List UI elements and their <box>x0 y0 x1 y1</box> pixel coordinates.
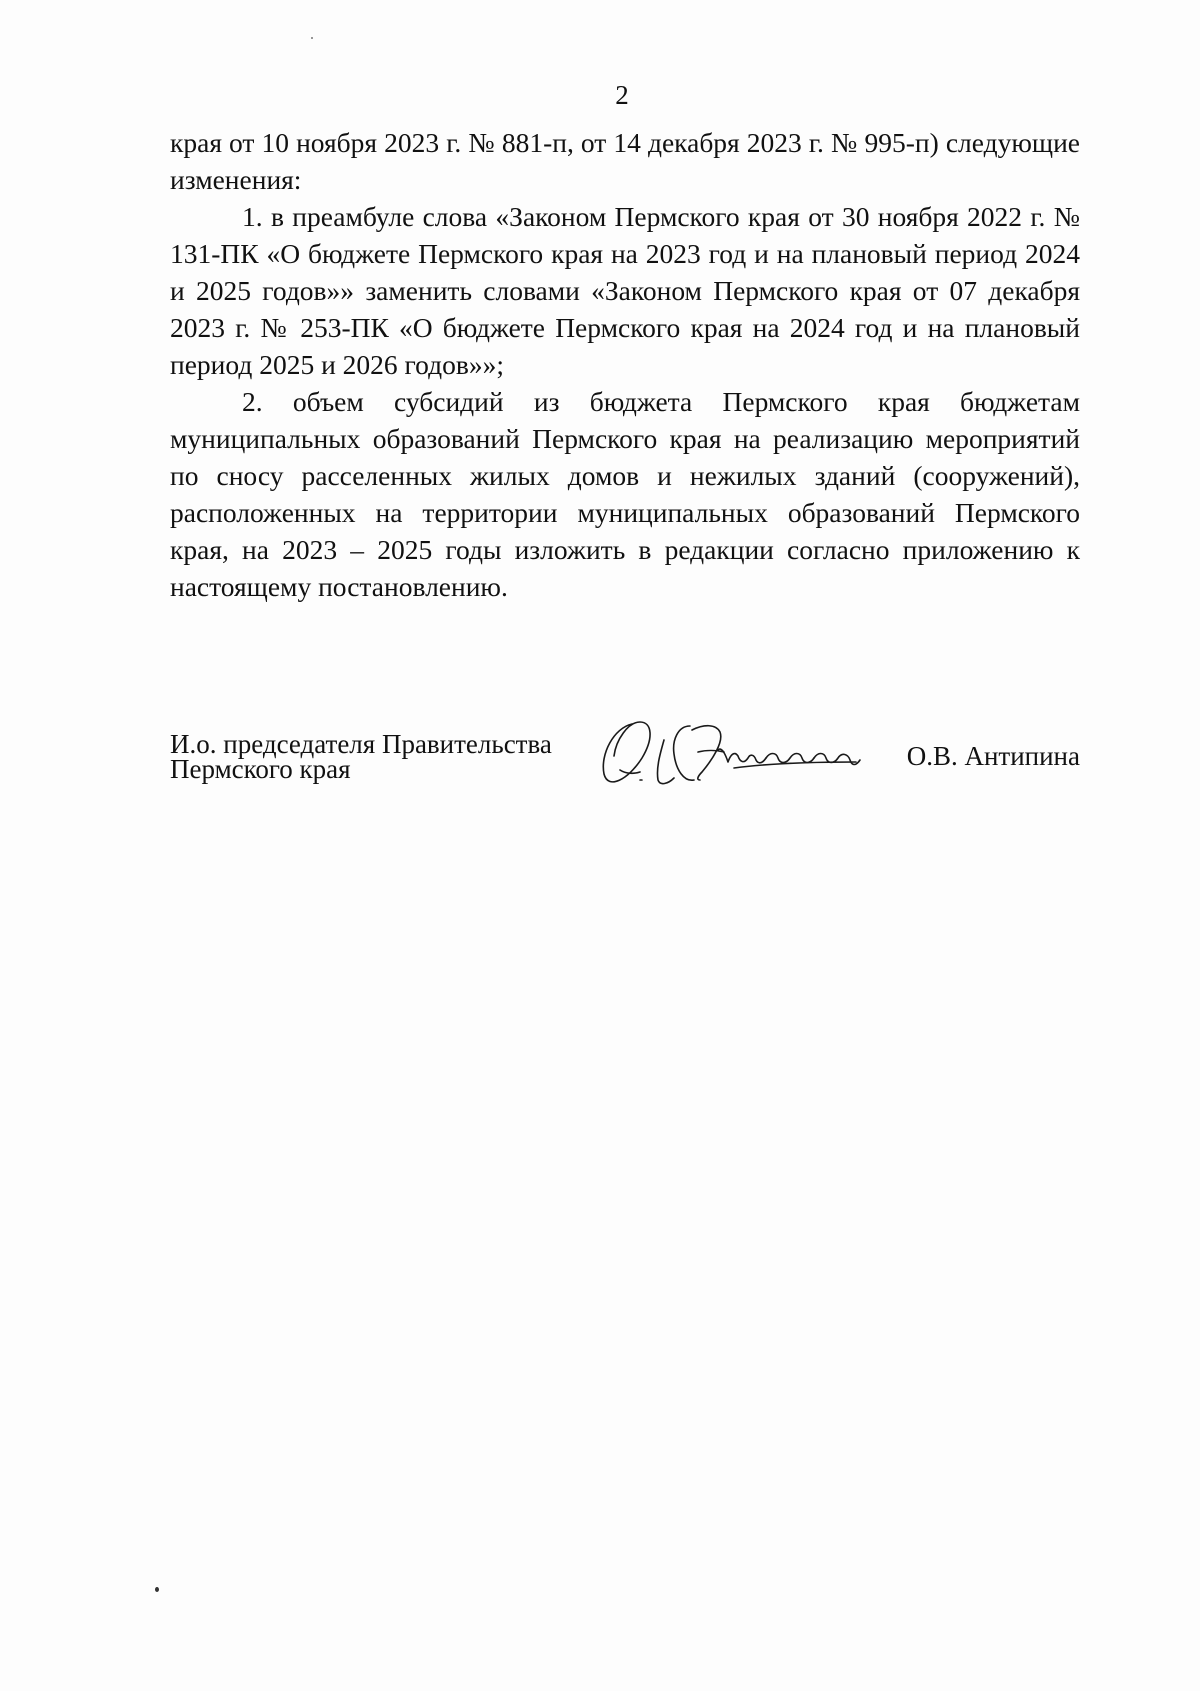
scan-artifact-dot <box>311 37 313 39</box>
paragraph-item-2: 2. объем субсидий из бюджета Пермского края бюджетам муниципальных образований Пермского края на реализацию мероприятий по сносу расселенных жилых домов и нежилых зданий (сооружений), расположенных на территории муниципальных образований Пермского края, на 2023 – 2025 годы изложить в редакции согласно приложению к настоящему постановлению. <box>170 386 1080 602</box>
paragraph-continuation: края от 10 ноября 2023 г. № 881-п, от 14 декабря 2023 г. № 995-п) следующие изменения: <box>170 127 1080 195</box>
signer-title <box>170 729 590 784</box>
paragraph-item-1: 1. в преамбуле слова «Законом Пермского края от 30 ноября 2022 г. № 131-ПК «О бюджете Пермского края на 2023 год и на плановый период 2024 и 2025 годов»» заменить словами «Законом Пермского края от 07 декабря 2023 г. № 253-ПК «О бюджете Пермского края на 2024 год и на плановый период 2025 и 2026 годов»»; <box>170 201 1080 380</box>
handwritten-signature <box>594 710 884 790</box>
signer-title-line-2: Пермского края <box>170 754 351 784</box>
signature-block <box>170 729 1080 792</box>
page-number: 2 <box>615 80 629 110</box>
document-body <box>170 124 1080 605</box>
signer-title-line-1: И.о. председателя Правительства <box>170 729 552 759</box>
scan-artifact-dot <box>155 1587 159 1592</box>
signer-name: О.В. Антипина <box>906 741 1080 771</box>
